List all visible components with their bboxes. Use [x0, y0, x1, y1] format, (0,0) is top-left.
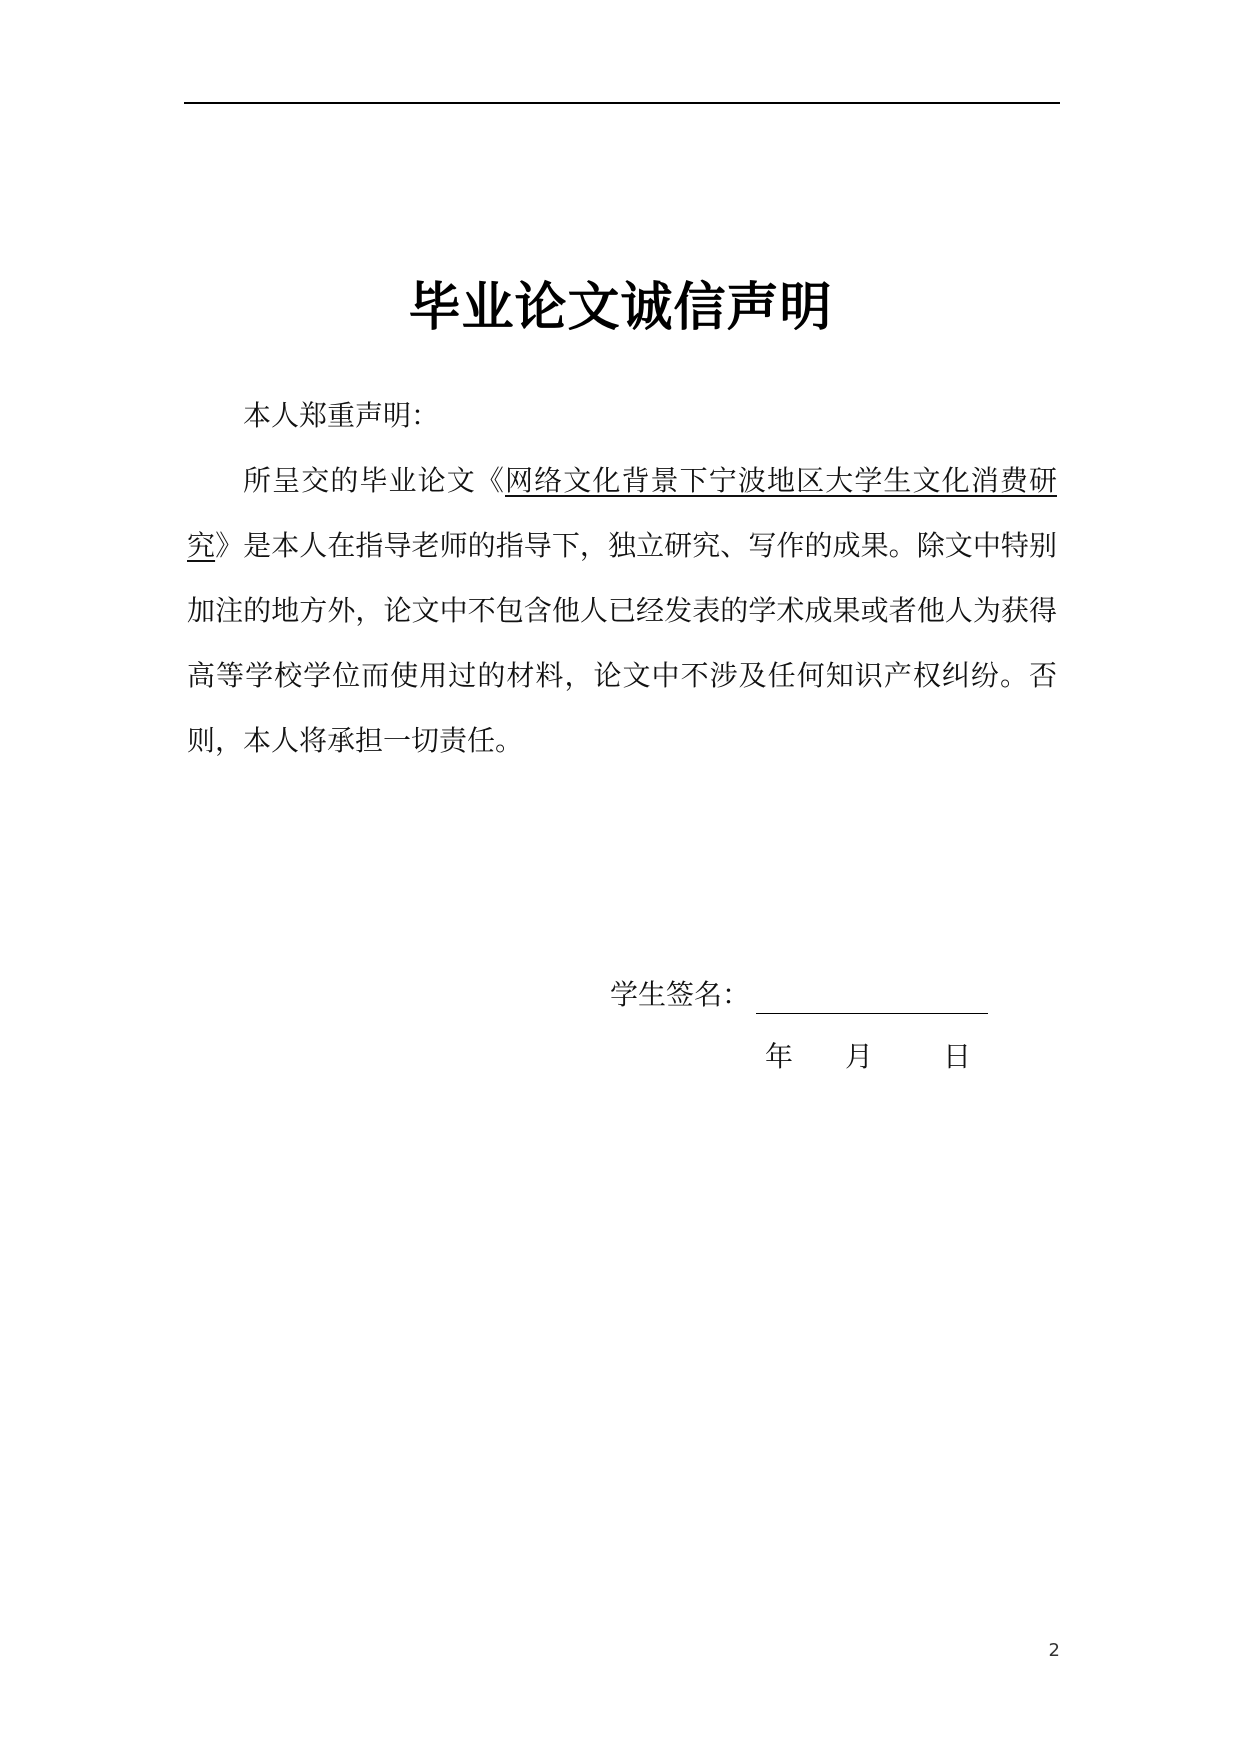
date-month: 月	[845, 1040, 874, 1073]
statement-paragraph	[187, 448, 1057, 773]
date-row	[765, 1032, 971, 1082]
signature-block	[610, 970, 988, 1020]
page-title: 毕业论文诚信声明	[408, 277, 833, 338]
signature-line	[756, 1013, 988, 1014]
statement-text: 》是本人在指导老师的指导下，独立研究、写作的成果。除文中特别加注的地方外，论文中不包含他人已经发表的学术成果或者他人为获得高等学校学位而使用过的材料，论文中不涉及任何知识产权纠纷。否则，本人将承担一切责任。	[187, 529, 1057, 757]
signature-label: 学生签名：	[610, 978, 751, 1011]
statement-opening: 本人郑重声明：	[243, 399, 440, 432]
page-number: 2	[1048, 1640, 1060, 1661]
header-rule	[184, 102, 1060, 104]
statement-prefix: 所呈交的毕业论文《	[243, 464, 505, 497]
date-day: 日	[943, 1040, 972, 1073]
statement-body	[187, 383, 1057, 773]
thesis-title: 网络文化背景下宁波地区大学生文化消费研究	[187, 464, 1057, 562]
date-year: 年	[765, 1040, 794, 1073]
